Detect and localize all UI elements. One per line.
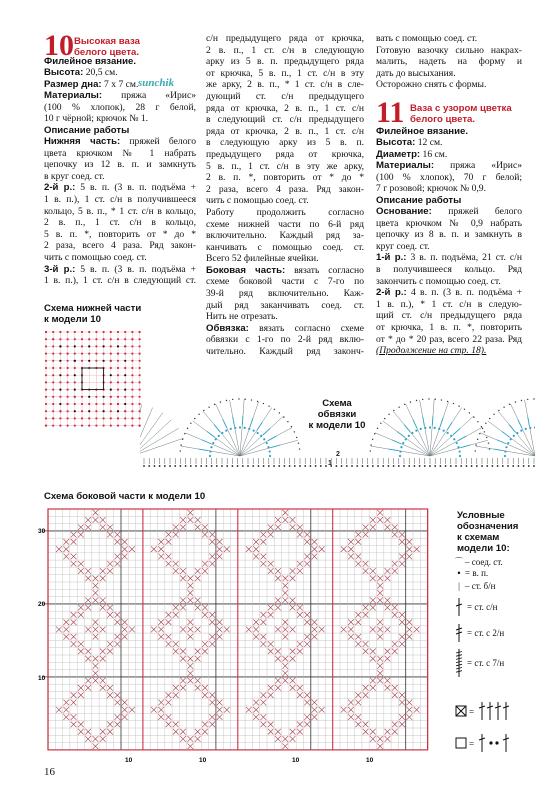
svg-text:=: = bbox=[469, 739, 475, 749]
text-line: в следующую арку из 5 в. п. bbox=[206, 137, 364, 149]
text-line: дующий ст. с/н предыдущего bbox=[206, 90, 364, 102]
technique: Филейное вязание. bbox=[44, 56, 136, 67]
stitch-7-icon bbox=[455, 649, 463, 677]
model-11-column: Филейное вязание. Высота: 12 см. Диаметр: 16 см. Материалы: пряжа «Ирис» (100 % хлопок), 70 г белой; 7 г розовой; крючок № 0,9. Описание работы Основание: пряжей белого цвета крючком № 0,9 набрать цепочку из 8 в. п. и замкнуть в круг соед. ст. 1-й р.: 3 в. п. подъёма, 21 ст. с/н в получившееся кольцо. Ряд закончить с помощью соед. ст. 2-й р.: 4 в. п. (3 в. п. подъёма + 1 в. п.), * 1 ст. с/н в следую- щий ст. с/н предыдущего ряда от крючка, 1 в. п. *, повторить от * до * 20 раз, всего 22 раза. Ряд (Продолжение на стр. 18). bbox=[376, 126, 522, 357]
model-10-column-1: Филейное вязание. Высота: 20,5 см. Размер дна: 7 х 7 см. Материалы: пряжа «Ирис» (100 % хлопок), 28 г белой, 10 г чёрной; крючок № 1. Описание работы Нижняя часть: пряжей белого цвета крючком № 1 набрать цепочку из 12 в. п. и замкнуть в круг соед. ст. 2-й р.: 5 в. п. (3 в. п. подъёма + 1 в. п.), 1 ст. с/н в получившееся кольцо, 5 в. п., * 1 ст. с/н в кольцо, 2 в. п., 1 ст. с/н в кольцо, 5 в. п. *, повторить от * до * 2 раза, всего 4 раза. Ряд закон- чить с помощью соед. ст. 3-й р.: 5 в. п. (3 в. п. подъёма + 1 в. п.), 1 ст. с/н в следующий ст. bbox=[44, 56, 196, 287]
model-number: 10 bbox=[44, 29, 74, 62]
x-axis-label: 10 bbox=[366, 757, 374, 764]
side-part-diagram bbox=[34, 505, 449, 767]
model-title: Высокая ваза белого цвета. bbox=[74, 36, 140, 58]
stitch-1-icon bbox=[455, 598, 463, 616]
text-line: арку из 5 в. п. предыдущего ряда bbox=[206, 56, 364, 68]
legend-open-cell bbox=[455, 732, 540, 754]
text-line: 2 в. п., 1 ст. с/н в следующую bbox=[206, 44, 364, 56]
dot-icon: • bbox=[457, 567, 461, 578]
svg-text:=: = bbox=[469, 707, 475, 717]
column-2-lines bbox=[206, 33, 364, 265]
legend-item: = ст. с 2/н bbox=[455, 620, 540, 646]
y-axis-label: 30 bbox=[38, 528, 46, 535]
text-line: от крючка, 5 в. п., 1 ст. с/н в эту bbox=[206, 67, 364, 79]
y-axis-label: 10 bbox=[38, 675, 46, 682]
lower-diagram-title: Схема нижней части к модели 10 bbox=[44, 303, 142, 325]
text-line: чить с помощью соед. ст. bbox=[206, 195, 309, 207]
edging-diagram bbox=[140, 392, 535, 474]
y-axis-label: 20 bbox=[38, 601, 46, 608]
legend-item: • = в. п. bbox=[455, 567, 540, 578]
text-line: 2 в. п. *, повторить от * до * bbox=[206, 172, 364, 184]
side-diagram-title: Схема боковой части к модели 10 bbox=[44, 491, 206, 502]
x-axis-label: 10 bbox=[125, 757, 133, 764]
text-line: в следующий ст. с/н предыдущего bbox=[206, 114, 364, 126]
watermark: sunchik bbox=[138, 77, 175, 89]
edging-diagram-title: Схема обвязки к модели 10 bbox=[308, 398, 366, 431]
text-line: Работу продолжить согласно bbox=[206, 206, 364, 218]
edging-row-label: 1 bbox=[328, 460, 332, 467]
text-line: ряда от крючка, 2 в. п., 1 ст. с/н bbox=[206, 102, 364, 114]
lower-part-diagram bbox=[44, 330, 144, 435]
model-11-number: 11 bbox=[376, 96, 405, 129]
legend-list bbox=[455, 556, 540, 680]
bar-icon: | bbox=[458, 581, 460, 591]
stitch-2-icon bbox=[455, 624, 463, 642]
model-10-column-3: вать с помощью соед. ст. Готовую вазочку сильно накрах- малить, надеть на форму и дать до высыхания. Осторожно снять с формы. bbox=[376, 33, 522, 91]
continued-link[interactable]: (Продолжение на стр. 18). bbox=[376, 345, 487, 357]
text-line: 2 раза, всего 4 раза. Ряд закон- bbox=[206, 183, 364, 195]
text-line: же арку, 2 в. п., * 1 ст. с/н в сле- bbox=[206, 79, 364, 91]
text-line: ряда от крючка, 2 в. п., 1 ст. с/н bbox=[206, 125, 364, 137]
text-line: включительно. Каждый ряд за- bbox=[206, 230, 364, 242]
edging-row-label: 2 bbox=[336, 451, 340, 458]
text-line: 5 в. п., 1 ст. с/н в эту же арку, bbox=[206, 160, 364, 172]
legend-item: = ст. с/н bbox=[455, 594, 540, 620]
legend-item: | – ст. б/н bbox=[455, 578, 540, 594]
model-10-column-2: с/н предыдущего ряда от крючка, 2 в. п., 1 ст. с/н в следующую арку из 5 в. п. предыдущего ряда от крючка, 5 в. п., 1 ст. с/н в эту же арку, 2 в. п., * 1 ст. с/н в сле- дующий ст. с/н предыдущего ряда от крючка, 2 в. п., 1 ст. с/н в следующий ст. с/н предыдущего ряда от крючка, 2 в. п., 1 ст. с/н в следующую арку из 5 в. п. предыдущего ряда от крючка, 5 в. п., 1 ст. с/н в эту же арку, 2 в. п. *, повторить от * до * 2 раза, всего 4 раза. Ряд закон- чить с помощью соед. ст. Работу продолжить согласно схеме нижней части по 6-й ряд включительно. Каждый ряд за- канчивать с помощью соед. ст. Всего 52 филейные ячейки. Боковая часть: вязать согласно схеме боковой части с 7-го по 39-й ряд включительно. Каж- дый ряд заканчивать соед. ст. Нить не отрезать. Обвязка: вязать согласно схеме обвязки с 1-го по 2-й ряд вклю- чительно. Каждый ряд законч- bbox=[206, 33, 364, 358]
text-line: предыдущего ряда от крючка, bbox=[206, 148, 364, 160]
work-heading: Описание работы bbox=[44, 124, 130, 136]
text-line: схеме нижней части по 6-й ряд bbox=[206, 218, 364, 230]
text-line: канчивать с помощью соед. ст. bbox=[206, 241, 364, 253]
model-11-title: Ваза с узором цветка белого цвета. bbox=[410, 103, 512, 125]
x-axis-label: 10 bbox=[199, 757, 207, 764]
arc-icon: ⌒ bbox=[455, 557, 463, 566]
legend-filled-cell bbox=[455, 700, 540, 722]
text-line: с/н предыдущего ряда от крючка, bbox=[206, 33, 364, 44]
page-number: 16 bbox=[44, 766, 55, 778]
x-axis-label: 10 bbox=[292, 757, 300, 764]
legend-item: = ст. с 7/н bbox=[455, 646, 540, 680]
legend-title: Условные обозначения к схемам модели 10: bbox=[457, 510, 519, 554]
text-line: Всего 52 филейные ячейки. bbox=[206, 253, 319, 265]
legend-item: ⌒ – соед. ст. bbox=[455, 556, 503, 567]
